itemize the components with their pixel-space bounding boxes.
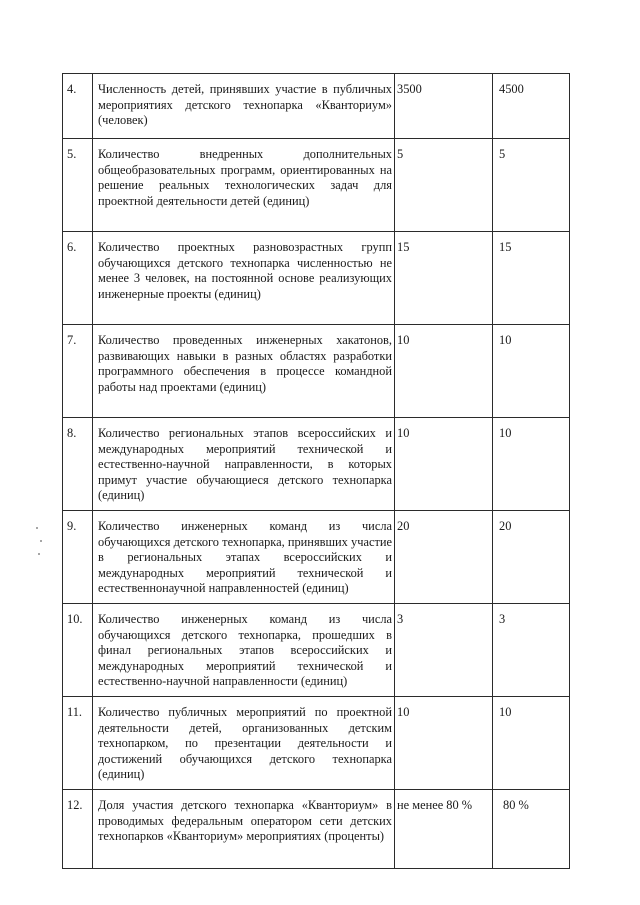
scan-speck [36, 527, 38, 529]
indicator-value-second: 4500 [493, 74, 570, 139]
indicator-description [93, 325, 395, 418]
row-number: 8. [63, 418, 93, 511]
table-row [63, 604, 570, 697]
indicator-value-first: 3500 [395, 74, 493, 139]
indicator-description-text: Количество проведенных инженерных хакатонов, развивающих навыки в разных областях разработки программного обеспечения в процессе командной работы над проектами (единиц) [98, 333, 392, 394]
indicator-description [93, 139, 395, 232]
indicator-description [93, 790, 395, 869]
indicator-value-second: 5 [493, 139, 570, 232]
table-row [63, 325, 570, 418]
row-number: 5. [63, 139, 93, 232]
indicator-value-first: 10 [395, 325, 493, 418]
indicator-description-text: Количество проектных разновозрастных групп обучающихся детского технопарка численностью не менее 3 человек, на постоянной основе реализующих инженерные проекты (единиц) [98, 240, 392, 301]
indicator-description [93, 511, 395, 604]
table-row [63, 232, 570, 325]
indicator-value-first: 10 [395, 418, 493, 511]
indicator-value-second: 3 [493, 604, 570, 697]
indicators-table [62, 73, 570, 869]
indicator-value-first: не менее 80 % [395, 790, 493, 869]
table-row [63, 418, 570, 511]
indicator-value-second: 80 % [493, 790, 570, 869]
scan-speck [38, 553, 40, 555]
indicator-description-text: Доля участия детского технопарка «Кванториум» в проводимых федеральным оператором сети детских технопарков «Кванториум» мероприятиях (проценты) [98, 798, 392, 844]
indicator-value-first: 20 [395, 511, 493, 604]
row-number: 4. [63, 74, 93, 139]
indicator-description-text: Количество инженерных команд из числа обучающихся детского технопарка, принявших участие в региональных этапах всероссийских и международных мероприятий технической и естественнонаучной направленностей (единиц) [98, 519, 392, 596]
indicator-description-text: Количество инженерных команд из числа обучающихся детского технопарка, прошедших в финал региональных этапов всероссийских и международных мероприятий технической и естественно-научной направленности (единиц) [98, 612, 392, 689]
indicator-description [93, 697, 395, 790]
indicator-description [93, 604, 395, 697]
row-number: 6. [63, 232, 93, 325]
indicator-value-second: 10 [493, 325, 570, 418]
row-number: 9. [63, 511, 93, 604]
indicator-value-first: 5 [395, 139, 493, 232]
indicator-description [93, 418, 395, 511]
indicator-value-second: 20 [493, 511, 570, 604]
indicator-description-text: Количество внедренных дополнительных общеобразовательных программ, ориентированных на решение реальных технологических задач для проектной деятельности детей (единиц) [98, 147, 392, 208]
table-row [63, 74, 570, 139]
row-number: 12. [63, 790, 93, 869]
scan-speck [40, 540, 42, 542]
indicator-value-second: 10 [493, 418, 570, 511]
row-number: 11. [63, 697, 93, 790]
indicator-value-first: 15 [395, 232, 493, 325]
row-number: 10. [63, 604, 93, 697]
indicator-description-text: Численность детей, принявших участие в публичных мероприятиях детского технопарка «Кванториум» (человек) [98, 82, 392, 128]
indicator-value-first: 3 [395, 604, 493, 697]
indicator-description-text: Количество публичных мероприятий по проектной деятельности детей, организованных детским технопарком, по презентации деятельности и достижений обучающихся детского технопарка (единиц) [98, 705, 392, 782]
table-row [63, 790, 570, 869]
indicator-value-second: 10 [493, 697, 570, 790]
table-row [63, 139, 570, 232]
indicator-description [93, 232, 395, 325]
row-number: 7. [63, 325, 93, 418]
indicator-description-text: Количество региональных этапов всероссийских и международных мероприятий технической и естественно-научной направленности, в которых примут участие обучающиеся детского технопарка (единиц) [98, 426, 392, 503]
indicator-description [93, 74, 395, 139]
table-row [63, 511, 570, 604]
indicator-value-second: 15 [493, 232, 570, 325]
table-row [63, 697, 570, 790]
indicator-value-first: 10 [395, 697, 493, 790]
